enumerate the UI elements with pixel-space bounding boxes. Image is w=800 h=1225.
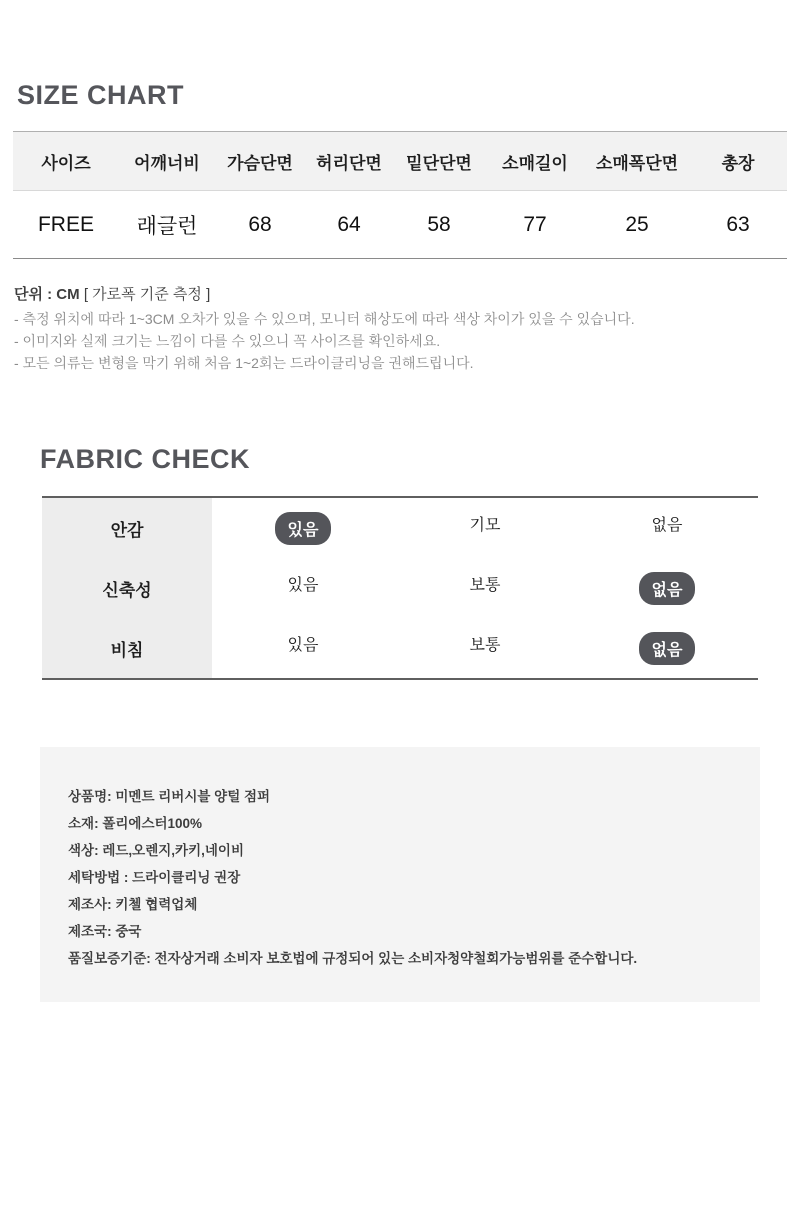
selected-option-badge: 없음 [639, 632, 696, 665]
size-col-header: 가슴단면 [227, 153, 293, 173]
product-info-line-material: 소재: 폴리에스터100% [68, 816, 203, 831]
size-col-header: 사이즈 [41, 153, 91, 173]
unit-note [14, 283, 786, 304]
size-col-header: 허리단면 [316, 153, 382, 173]
fabric-option: 있음 [287, 636, 319, 654]
size-table-row [13, 191, 787, 259]
size-col-header: 소매폭단면 [595, 153, 679, 173]
fabric-option: 보통 [469, 636, 501, 654]
product-info-box [40, 747, 760, 1002]
fabric-options [212, 512, 758, 545]
size-col-header: 밑단단면 [406, 153, 472, 173]
fabric-row-lining [42, 498, 758, 558]
fabric-row-label: 신축성 [42, 558, 212, 618]
fabric-option: 보통 [469, 576, 501, 594]
fabric-option: 없음 [651, 516, 683, 534]
fabric-table [42, 496, 758, 680]
size-chart-title: SIZE CHART [17, 80, 184, 110]
fabric-option-selected [576, 572, 758, 605]
product-info-line-name: 상품명: 미멘트 리버시블 양털 점퍼 [68, 789, 271, 804]
size-value-cell: FREE [37, 212, 94, 236]
size-value-cell: 64 [337, 212, 361, 236]
size-table-header-row [13, 132, 787, 191]
fabric-row-label: 비침 [42, 618, 212, 678]
fabric-options [212, 572, 758, 605]
note-line: - 측정 위치에 따라 1~3CM 오차가 있을 수 있으며, 모니터 해상도에 따라 색상 차이가 있을 수 있습니다. [14, 311, 635, 327]
size-value-cell: 25 [625, 212, 649, 236]
selected-option-badge: 있음 [275, 512, 332, 545]
size-value-cell: 68 [248, 212, 272, 236]
size-value-cell: 58 [427, 212, 451, 236]
fabric-row-sheerness [42, 618, 758, 678]
fabric-row-stretch [42, 558, 758, 618]
note-line: - 모든 의류는 변형을 막기 위해 처음 1~2회는 드라이클리닝을 권해드립니다. [14, 355, 474, 371]
fabric-row-label: 안감 [42, 498, 212, 558]
size-value-cell: 77 [523, 212, 547, 236]
fabric-option-selected [212, 512, 394, 545]
product-info-line-care: 세탁방법 : 드라이클리닝 권장 [68, 870, 241, 885]
product-info-line-warranty: 품질보증기준: 전자상거래 소비자 보호법에 규정되어 있는 소비자청약철회가능범위를 준수합니다. [68, 951, 638, 966]
fabric-option: 있음 [287, 576, 319, 594]
size-col-header: 어깨너비 [134, 153, 200, 173]
unit-measure-note: [ 가로폭 기준 측정 ] [83, 286, 211, 303]
product-info-line-country: 제조국: 중국 [68, 924, 142, 939]
size-col-header: 총장 [721, 153, 755, 173]
size-chart-notes [14, 283, 786, 372]
size-col-header: 소매길이 [502, 153, 568, 173]
product-info-line-color: 색상: 레드,오렌지,카키,네이비 [68, 843, 244, 858]
note-line: - 이미지와 실제 크기는 느낌이 다를 수 있으니 꼭 사이즈를 확인하세요. [14, 333, 441, 349]
unit-label: 단위 : CM [14, 286, 80, 303]
size-table [13, 131, 787, 259]
size-value-cell: 래글런 [136, 214, 198, 238]
size-value-cell: 63 [726, 212, 750, 236]
fabric-check-title: FABRIC CHECK [40, 444, 251, 474]
product-info-line-manufacturer: 제조사: 키첼 협력업체 [68, 897, 198, 912]
fabric-option: 기모 [469, 516, 501, 534]
fabric-option-selected [576, 632, 758, 665]
fabric-options [212, 632, 758, 665]
selected-option-badge: 없음 [639, 572, 696, 605]
